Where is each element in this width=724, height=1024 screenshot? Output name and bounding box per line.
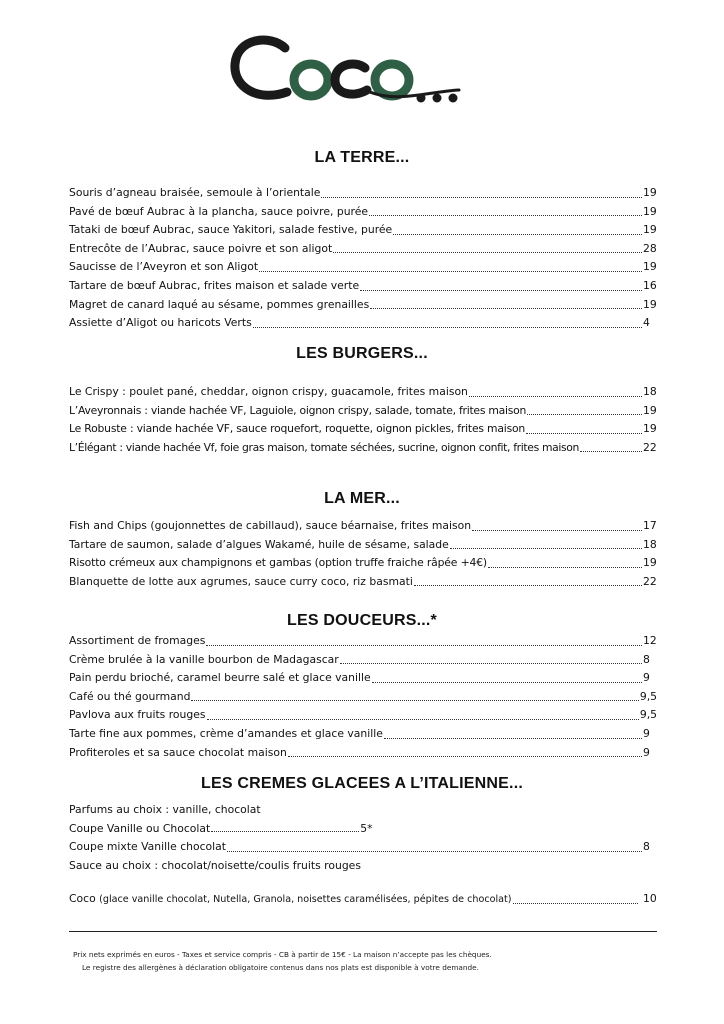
menu-item (69, 420, 657, 439)
item-name: Profiteroles et sa sauce chocolat maison (69, 745, 287, 759)
dot-leader (333, 248, 642, 253)
item-price: 17 (643, 519, 657, 532)
item-price: 19 (643, 223, 657, 237)
item-name: Saucisse de l’Aveyron et son Aligot (69, 260, 259, 274)
item-price: 19 (643, 422, 657, 436)
dot-leader (488, 563, 642, 568)
item-name: Coupe mixte Vanille chocolat (69, 840, 226, 854)
item-name: Souris d’agneau braisée, semoule à l’orientale (69, 186, 321, 199)
item-name: Tartare de bœuf Aubrac, frites maison et salade verte (69, 278, 360, 292)
item-price: 9 (643, 671, 650, 685)
item-name (69, 890, 512, 910)
dot-leader (191, 696, 638, 701)
menu-item (69, 402, 657, 421)
dot-leader (393, 230, 642, 235)
item-price: 5* (360, 821, 373, 835)
item-name: Blanquette de lotte aux agrumes, sauce curry coco, riz basmati (69, 574, 413, 588)
item-name: Magret de canard laqué au sésame, pommes grenailles (69, 297, 370, 311)
dot-leader (527, 410, 642, 415)
item-name: Coupe Vanille ou Chocolat (69, 821, 211, 835)
item-name: Le Robuste : viande hachée VF, sauce roquefort, roquette, oignon pickles, frites maison (69, 422, 526, 436)
item-name: Pain perdu brioché, caramel beurre salé et glace vanille (69, 671, 371, 685)
item-name: Tartare de saumon, salade d’algues Wakamé, huile de sésame, salade (69, 537, 449, 551)
section-title-terre: LA TERRE... (314, 149, 410, 166)
menu-list-douceurs (69, 632, 657, 762)
menu-item (69, 258, 657, 277)
item-price: 19 (643, 297, 657, 311)
dot-leader (472, 526, 642, 531)
item-price: 18 (643, 537, 657, 551)
item-name: L’Élégant : viande hachée Vf, foie gras maison, tomate séchées, sucrine, oignon confit, frites maison (69, 440, 580, 454)
item-name: L’Aveyronnais : viande hachée VF, Laguiole, oignon crispy, salade, tomate, frites maison (69, 403, 527, 417)
item-price: 19 (643, 260, 657, 274)
menu-item (69, 439, 657, 458)
menu-item (69, 838, 657, 857)
item-price: 19 (643, 204, 657, 218)
section-title-burgers: LES BURGERS... (296, 345, 428, 362)
menu-item (69, 240, 657, 259)
dot-leader (384, 734, 642, 739)
item-name: Tataki de bœuf Aubrac, sauce Yakitori, salade festive, purée (69, 223, 393, 237)
dot-leader (211, 827, 359, 832)
dot-leader (207, 715, 639, 720)
item-name: Fish and Chips (goujonnettes de cabillaud), sauce béarnaise, frites maison (69, 519, 472, 532)
footer-line-2: Le registre des allergènes à déclaration obligatoire contenus dans nos plats est disponible à votre demande. (82, 963, 479, 972)
footer-divider (69, 931, 657, 932)
dot-leader (206, 641, 642, 646)
item-name: Risotto crémeux aux champignons et gambas (option truffe fraiche râpée +4€) (69, 556, 487, 570)
section-title-douceurs: LES DOUCEURS...* (287, 612, 437, 629)
item-price: 22 (643, 574, 657, 588)
menu-list-glaces (69, 801, 657, 875)
item-price: 28 (643, 241, 657, 255)
menu-item (69, 554, 657, 573)
dot-leader (253, 323, 642, 328)
item-price: 19 (643, 403, 657, 417)
parfums-text: Parfums au choix : vanille, chocolat (69, 803, 261, 816)
dot-leader (580, 447, 642, 452)
item-price: 4 (643, 316, 650, 330)
menu-item (69, 314, 657, 333)
item-name: Entrecôte de l’Aubrac, sauce poivre et son aligot (69, 241, 333, 255)
sauce-text: Sauce au choix : chocolat/noisette/coulis fruits rouges (69, 858, 361, 872)
dot-leader (414, 581, 642, 586)
coco-logo (225, 30, 475, 110)
section-title-mer: LA MER... (324, 490, 400, 507)
menu-item (69, 517, 657, 536)
coco-name: Coco (69, 892, 96, 905)
menu-list-mer (69, 517, 657, 591)
item-price: 22 (643, 440, 657, 454)
item-price: 10 (643, 892, 657, 905)
item-name: Assortiment de fromages (69, 634, 206, 647)
dot-leader (227, 847, 642, 852)
item-price: 9,5 (639, 689, 657, 703)
dot-leader (369, 211, 642, 216)
menu-item (69, 632, 657, 651)
menu-item (69, 669, 657, 688)
item-price: 19 (643, 556, 657, 570)
dot-leader (450, 544, 642, 549)
dot-leader (360, 286, 642, 291)
dot-leader (513, 899, 638, 904)
item-name: Le Crispy : poulet pané, cheddar, oignon crispy, guacamole, frites maison (69, 385, 468, 398)
menu-list-coco (69, 890, 657, 909)
item-name: Pavlova aux fruits rouges (69, 708, 206, 722)
coco-desc: (glace vanille chocolat, Nutella, Granola, noisettes caramélisées, pépites de chocolat) (99, 894, 512, 905)
dot-leader (259, 267, 642, 272)
dot-leader (526, 429, 642, 434)
menu-item (69, 725, 657, 744)
menu-item (69, 651, 657, 670)
item-price: 8 (643, 652, 650, 666)
menu-item (69, 573, 657, 592)
dot-leader (340, 659, 642, 664)
item-price: 19 (643, 186, 657, 199)
dot-leader (469, 392, 642, 397)
item-name: Café ou thé gourmand (69, 689, 191, 703)
menu-item (69, 296, 657, 315)
item-name: Tarte fine aux pommes, crème d’amandes et glace vanille (69, 726, 383, 740)
menu-item (69, 890, 657, 909)
menu-item (69, 744, 657, 763)
item-price: 18 (643, 385, 657, 398)
menu-item (69, 688, 657, 707)
menu-item (69, 184, 657, 203)
dot-leader (372, 678, 642, 683)
menu-item (69, 706, 657, 725)
dot-leader (370, 304, 642, 309)
menu-list-burgers (69, 383, 657, 457)
footer-line-1: Prix nets exprimés en euros - Taxes et service compris - CB à partir de 15€ - La maison n’accepte pas les chèques. (73, 950, 492, 959)
dot-leader (288, 752, 642, 757)
menu-list-terre (69, 184, 657, 333)
dot-leader (321, 193, 642, 198)
item-name: Crème brulée à la vanille bourbon de Madagascar (69, 652, 339, 666)
menu-item (69, 536, 657, 555)
item-price: 9,5 (639, 708, 657, 722)
item-price: 8 (643, 840, 650, 854)
menu-item (69, 820, 657, 839)
menu-item (69, 277, 657, 296)
item-price: 9 (643, 745, 650, 759)
item-price: 12 (643, 634, 657, 647)
item-price: 9 (643, 726, 650, 740)
menu-item (69, 221, 657, 240)
menu-item (69, 203, 657, 222)
item-name: Pavé de bœuf Aubrac à la plancha, sauce poivre, purée (69, 204, 369, 218)
item-name: Assiette d’Aligot ou haricots Verts (69, 316, 252, 330)
item-price: 16 (643, 278, 657, 292)
menu-item (69, 383, 657, 402)
section-title-glaces: LES CREMES GLACEES A L’ITALIENNE... (201, 775, 523, 792)
